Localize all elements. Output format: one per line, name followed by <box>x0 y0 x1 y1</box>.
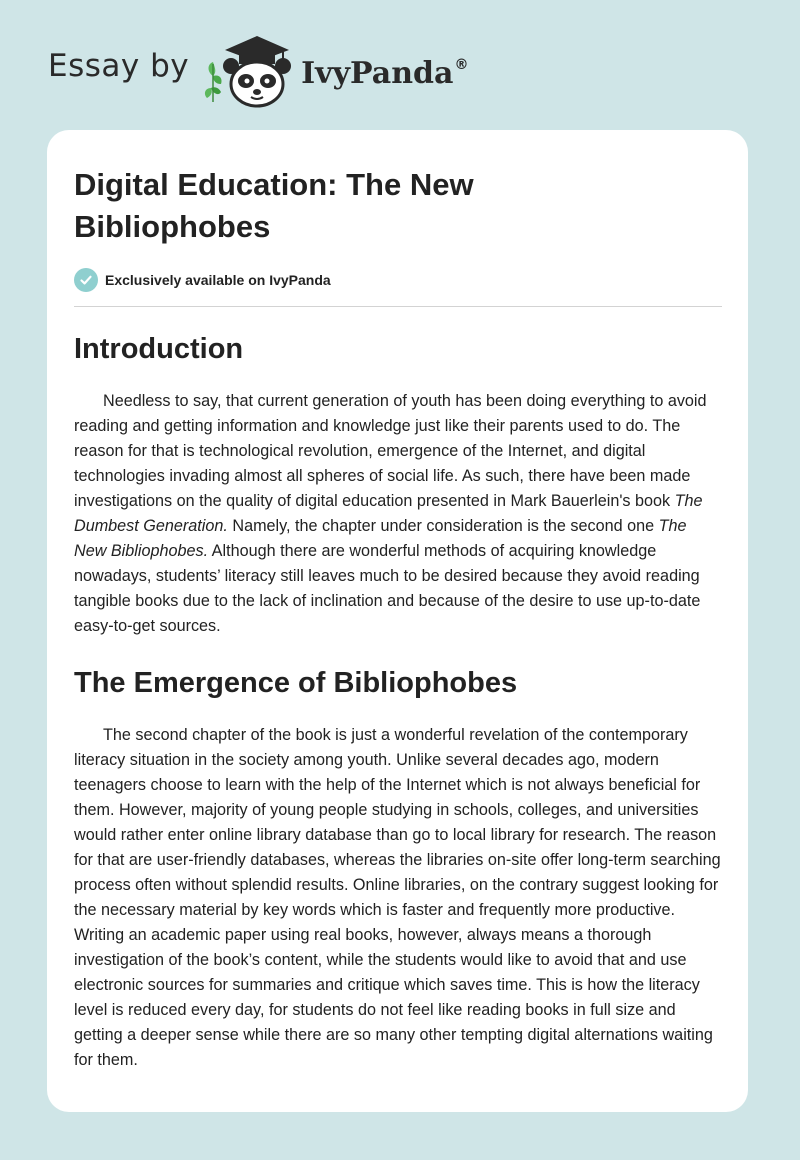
page-title: Digital Education: The New Bibliophobes <box>74 167 474 244</box>
ivypanda-brand[interactable]: IvyPanda® <box>301 55 469 91</box>
exclusive-label: Exclusively available on IvyPanda <box>105 272 331 288</box>
chapter-title-italic: The New Bibliophobes. <box>74 517 687 560</box>
section-heading-emergence: The Emergence of Bibliophobes <box>74 667 518 699</box>
divider <box>74 306 722 307</box>
book-title-italic: The Dumbest Generation. <box>74 492 703 535</box>
essay-card <box>47 130 748 1112</box>
section-heading-introduction: Introduction <box>74 333 244 365</box>
emergence-paragraph: The second chapter of the book is just a wonderful revelation of the contemporary literacy situation in the society among youth. Unlike several decades ago, modern teenagers choose to learn with the help of the Internet which is not always beneficial for them. However, majority of young people studying in schools, colleges, and universities would rather enter online library database than go to local library for research. The reason for that are user-friendly databases, whereas the libraries on-site offer long-term searching process often without splendid results. Online libraries, on the contrary suggest looking for the necessary material by key words which is faster and frequently more productive. Writing an academic paper using real books, however, always means a thorough investigation of the book’s content, while the students would like to avoid that and use electronic sources for summaries and critique which saves time. This is how the literacy level is reduced every day, for students do not feel like reading books in full size and getting a deeper sense while there are so many other tempting digital alternations waiting for them. <box>74 726 721 1069</box>
exclusive-badge <box>74 268 722 292</box>
check-circle-icon <box>74 268 98 292</box>
essay-by-label: Essay by <box>48 48 190 84</box>
panda-graduate-logo-icon[interactable] <box>203 30 295 110</box>
introduction-paragraph: Needless to say, that current generation of youth has been doing everything to avoid reading and getting information and knowledge just like their parents used to do. The reason for that is technological revolution, emergence of the Internet, and digital technologies invading almost all spheres of social life. As such, there have been made investigations on the quality of digital education presented in Mark Bauerlein's book The Dumbest Generation. Namely, the chapter under consideration is the second one The New Bibliophobes. Although there are wonderful methods of acquiring knowledge nowadays, students’ literacy still leaves much to be desired because they avoid reading tangible books due to the lack of inclination and because of the desire to use up-to-date easy-to-get sources. <box>74 392 707 635</box>
site-header <box>48 30 508 110</box>
